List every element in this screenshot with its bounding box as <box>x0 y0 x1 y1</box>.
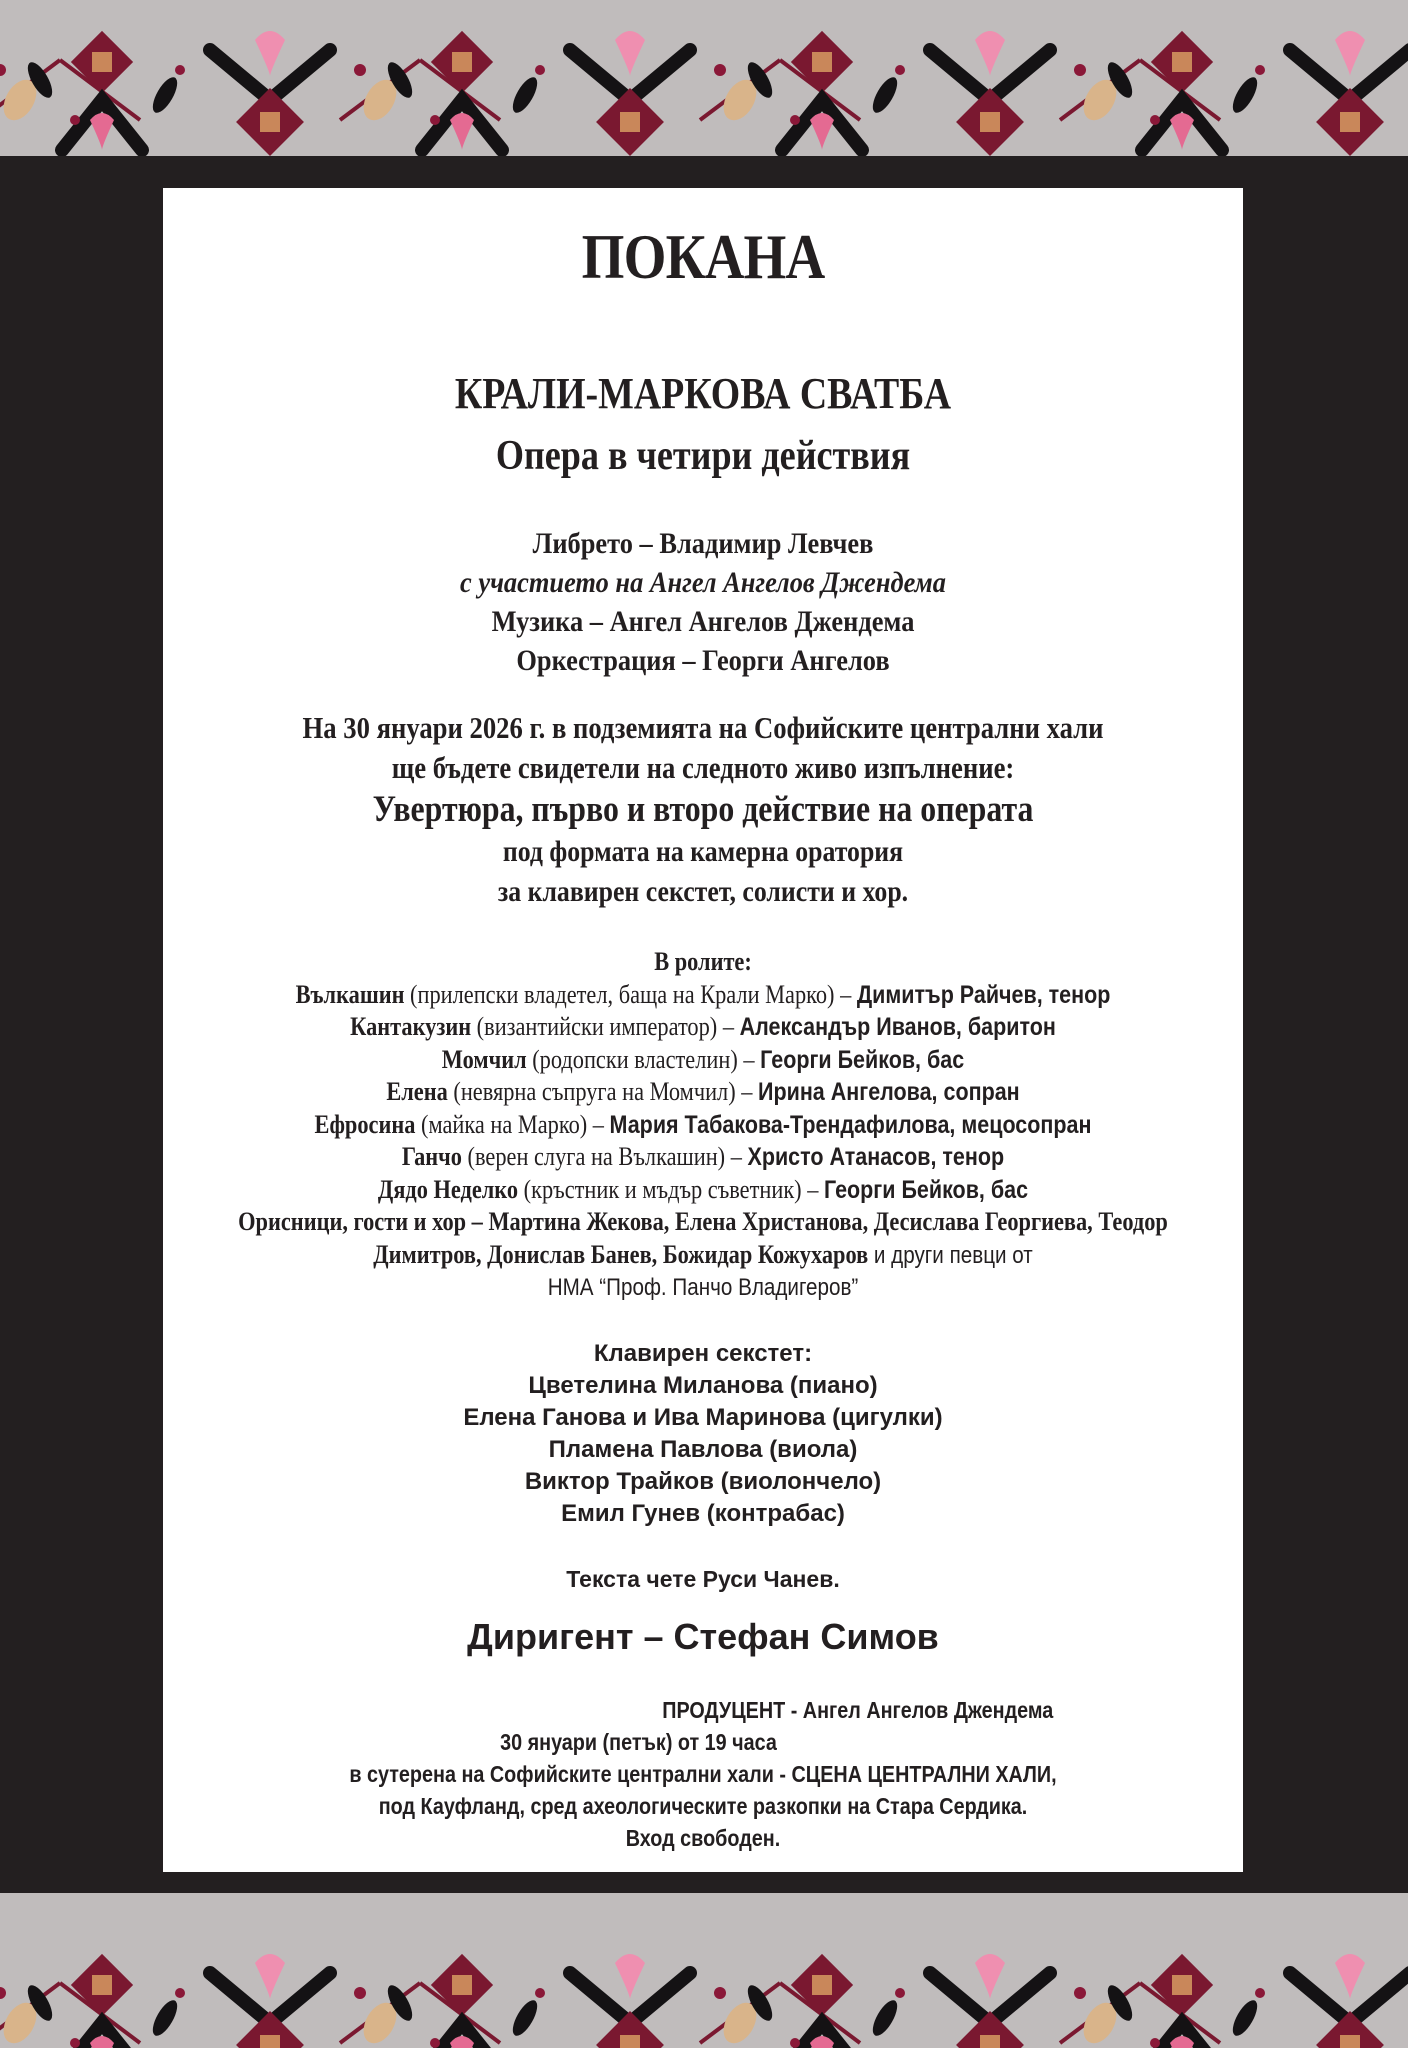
cast-row <box>204 1011 1202 1044</box>
venue-line: под Кауфланд, сред ахеологическите разкопки на Стара Сердика. <box>378 1793 1028 1819</box>
orchestration-credit: Оркестрация – Георги Ангелов <box>516 644 890 677</box>
chorus-tail: и други певци от <box>868 1241 1033 1269</box>
credits-block <box>228 524 1178 680</box>
opera-subtitle: Опера в четири действия <box>495 433 911 479</box>
performer-name: Мария Табакова-Трендафилова, мецосопран <box>609 1110 1092 1139</box>
announcement-line: На 30 януари 2026 г. в подземията на Софийските централни хали <box>302 710 1104 745</box>
character-name: Елена <box>386 1077 448 1106</box>
announcement-line: за клавирен секстет, солисти и хор. <box>497 875 909 908</box>
performer-name: Димитър Райчев, тенор <box>856 980 1111 1009</box>
character-description: (верен слуга на Вълкашин) – <box>467 1142 742 1171</box>
sextet-member: Емил Гунев (контрабас) <box>561 1500 845 1527</box>
sextet-member: Пламена Павлова (виола) <box>548 1436 858 1463</box>
event-date-time: 30 януари (петък) от 19 часа <box>500 1729 777 1755</box>
chorus-line <box>204 1239 1202 1273</box>
character-description: (византийски император) – <box>476 1012 735 1041</box>
cast-row <box>204 979 1202 1012</box>
invitation-title: ПОКАНА <box>581 221 825 292</box>
embroidery-pattern-icon <box>0 1893 1408 2048</box>
producer-credit: ПРОДУЦЕНТ - Ангел Ангелов Джендема <box>662 1697 1054 1723</box>
conductor-credit: Диригент – Стефан Симов <box>467 1616 939 1657</box>
performer-name: Георги Бейков, бас <box>823 1175 1029 1204</box>
character-description: (родопски властелин) – <box>532 1044 755 1074</box>
bottom-embroidery-border <box>0 1893 1408 2048</box>
character-description: (кръстник и мъдър съветник) – <box>523 1174 819 1204</box>
performer-name: Георги Бейков, бас <box>760 1045 965 1074</box>
character-name: Дядо Неделко <box>377 1174 519 1204</box>
participation-credit: с участието на Ангел Ангелов Джендема <box>460 566 946 599</box>
libretto-credit: Либрето – Владимир Левчев <box>532 527 874 560</box>
invitation-card <box>163 188 1243 1872</box>
admission-note: Вход свободен. <box>625 1825 781 1851</box>
performance-program: Увертюра, първо и второ действие на операта <box>372 789 1034 830</box>
character-name: Момчил <box>441 1044 527 1074</box>
sextet-member: Цветелина Миланова (пиано) <box>528 1372 878 1399</box>
music-credit: Музика – Ангел Ангелов Джендема <box>491 605 915 638</box>
announcement-block <box>239 708 1168 912</box>
announcement-line: под формата на камерна оратория <box>502 835 904 868</box>
cast-row <box>204 1076 1202 1109</box>
cast-row <box>204 1044 1202 1077</box>
chorus-names: Димитров, Донислав Банев, Божидар Кожухаров <box>373 1239 869 1269</box>
cast-heading: В ролите: <box>654 947 752 976</box>
sextet-member: Виктор Трайков (виолончело) <box>524 1468 882 1495</box>
character-name: Вълкашин <box>295 979 405 1009</box>
character-name: Ганчо <box>401 1142 462 1171</box>
narrator-credit: Текста чете Руси Чанев. <box>566 1566 840 1592</box>
character-description: (майка на Марко) – <box>421 1109 604 1139</box>
character-name: Кантакузин <box>350 1012 472 1041</box>
cast-row <box>204 1141 1202 1174</box>
event-details <box>239 1694 1168 1854</box>
cast-row <box>204 1174 1202 1207</box>
venue-line: в сутерена на Софийските централни хали - СЦЕНА ЦЕНТРАЛНИ ХАЛИ, <box>349 1761 1057 1787</box>
announcement-line: ще бъдете свидетели на следното живо изпълнение: <box>391 750 1015 785</box>
performer-name: Александър Иванов, баритон <box>739 1013 1056 1041</box>
top-embroidery-border <box>0 0 1408 156</box>
performer-name: Христо Атанасов, тенор <box>747 1143 1005 1171</box>
cast-row <box>204 1109 1202 1142</box>
piano-sextet <box>163 1338 1243 1530</box>
character-description: (прилепски владетел, баща на Крали Марко) – <box>410 979 852 1009</box>
chorus-line: Орисници, гости и хор – Мартина Жекова, Елена Христанова, Десислава Георгиева, Теодор <box>238 1207 1168 1236</box>
opera-title: КРАЛИ-МАРКОВА СВАТБА <box>454 369 952 418</box>
sextet-member: Елена Ганова и Ива Маринова (цигулки) <box>463 1404 943 1431</box>
cast-list <box>204 946 1202 1305</box>
performer-name: Ирина Ангелова, сопран <box>758 1078 1020 1106</box>
embroidery-pattern-icon <box>0 0 1408 156</box>
sextet-heading: Клавирен секстет: <box>593 1340 813 1367</box>
academy-name: НМА “Проф. Панчо Владигеров” <box>547 1274 859 1301</box>
character-description: (невярна съпруга на Момчил) – <box>453 1077 753 1106</box>
character-name: Ефросина <box>314 1109 416 1139</box>
